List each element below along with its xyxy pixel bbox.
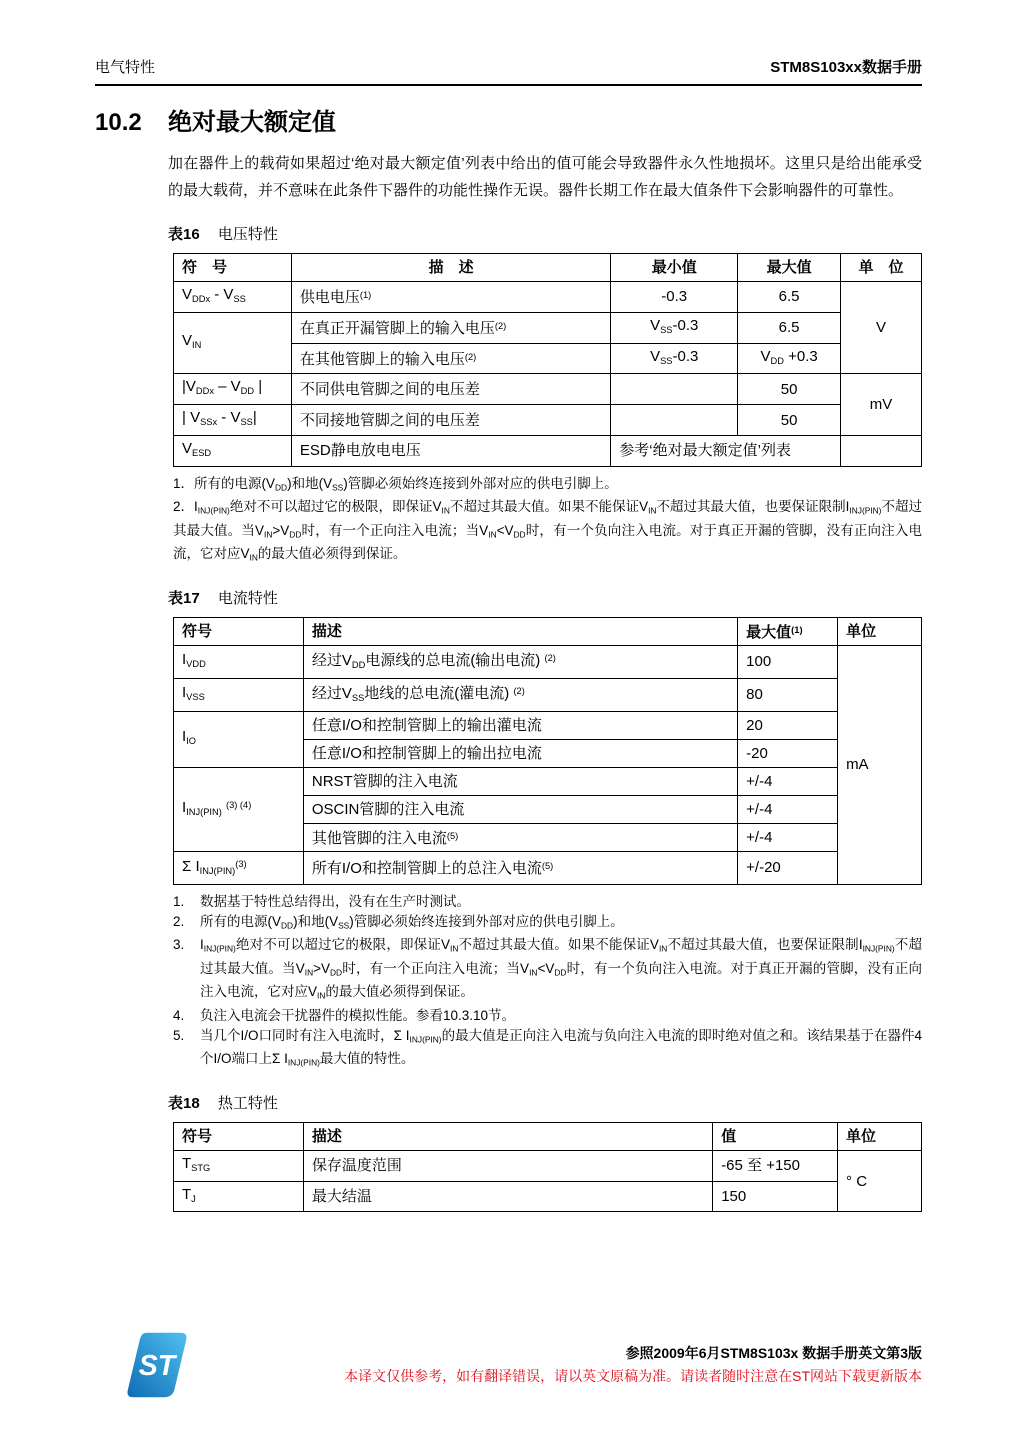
table16-footnotes [173,474,922,568]
description-cell: NRST管脚的注入电流 [303,767,737,795]
voltage-characteristics-table [173,253,922,467]
footnote-number: 5. [173,1027,185,1043]
symbol-cell: $I_{VDD}$ [174,645,304,678]
symbol-cell: $I_{IO}$ [174,711,304,767]
col-header-symbol: 符号 [174,617,304,645]
symbol-cell: $I_{VSS}$ [174,678,304,711]
table-row [174,851,922,884]
col-header-symbol: 符号 [174,1122,304,1150]
max-cell: 6.5 [738,282,841,313]
description-cell: ESD静电放电电压 [291,435,610,466]
footnote-number: 1. [173,893,185,909]
symbol-cell: $V_{IN}$ [174,312,292,374]
table-row [174,405,922,436]
footer-reference: 参照2009年6月STM8S103x 数据手册英文第3版 [625,1345,922,1361]
st-logo-text: ST [138,1349,176,1382]
table-row [174,282,922,313]
col-header-description: 描 述 [291,254,610,282]
max-cell: +/-4 [738,823,838,851]
table-row [174,711,922,739]
st-logo-graphic [126,1329,188,1401]
description-cell: 供电电压$^{(1)}$ [291,282,610,313]
min-cell: -0.3 [611,282,738,313]
symbol-cell: $V_{DDx} - V_{SS}$ [174,282,292,313]
description-cell: 经过$V_{SS}$地线的总电流(灌电流) $^{(2)}$ [303,678,737,711]
section-title: 绝对最大额定值 [168,109,336,136]
table-row [174,1150,922,1181]
table16-caption [168,223,922,244]
description-cell: 所有I/O和控制管脚上的总注入电流$^{(5)}$ [303,851,737,884]
description-cell: 在真正开漏管脚上的输入电压$^{(2)}$ [291,312,610,343]
table-header-row [174,617,922,645]
max-cell: +/-20 [738,851,838,884]
col-header-max: 最大值 [738,254,841,282]
footnote-text: 数据基于特性总结得出，没有在生产时测试。 [200,893,470,909]
table-row [174,435,922,466]
max-cell: 100 [738,645,838,678]
table18-caption-label: 表18 [168,1094,200,1112]
table-row [174,678,922,711]
unit-cell: ° C [838,1150,922,1212]
description-cell: OSCIN管脚的注入电流 [303,795,737,823]
table18-caption [168,1092,922,1113]
col-header-unit: 单 位 [841,254,922,282]
footnote [173,912,922,936]
col-header-unit: 单位 [838,617,922,645]
symbol-cell: | $V_{SSx} - V_{SS}|$ [174,405,292,436]
col-header-unit: 单位 [838,1122,922,1150]
table18-caption-title: 热工特性 [217,1094,278,1112]
empty-cell [611,405,738,436]
max-cell: 50 [738,405,841,436]
footnote-text: $I_{INJ(PIN)}$绝对不可以超过它的极限，即保证$V_{IN}$不超过其最大值。如果不能保证$V_{IN}$不超过其最大值，也要保证限制$I_{INJ(PIN)}$不超过其最大值。当$V_{IN}>V_{DD}$时，有一个正向注入电流；当$V_{IN}<V_{DD}$时，有一个负向注入电流。对于真正开漏的管脚，没有正向注入电流，它对应$V_{IN}$的最大值必须得到保证。 [200,937,923,1001]
empty-cell [611,374,738,405]
table17-footnotes [173,892,922,1073]
table16-caption-label: 表16 [168,226,200,243]
description-cell: 在其他管脚上的输入电压$^{(2)}$ [291,343,610,374]
symbol-cell: $T_J$ [174,1181,304,1212]
col-header-max: 最大值$^{(1)}$ [738,617,838,645]
table-row [174,1181,922,1212]
value-cell: 150 [713,1181,838,1212]
section-heading [95,102,922,137]
table-row [174,374,922,405]
page-header [95,56,922,86]
col-header-value: 值 [713,1122,838,1150]
footnote [173,935,922,1006]
header-chapter-title: 电气特性 [95,59,156,76]
header-document-title: STM8S103xx数据手册 [770,59,922,76]
table16-caption-title: 电压特性 [217,226,278,243]
symbol-cell: $|V_{DDx} - V_{DD}$ | [174,374,292,405]
footnote-text: 所有的电源$(V_{DD})$和地$(V_{SS})$管脚必须始终连接到外部对应的供电引脚上。 [200,913,624,931]
footnote-number: 3. [173,937,185,953]
description-cell: 不同供电管脚之间的电压差 [291,374,610,405]
col-header-min: 最小值 [611,254,738,282]
current-characteristics-table [173,617,922,885]
footnote-number: 4. [173,1007,185,1023]
value-cell: -65 至 +150 [713,1150,838,1181]
page-footer [344,1342,922,1388]
max-cell: -20 [738,739,838,767]
description-cell: 任意I/O和控制管脚上的输出灌电流 [303,711,737,739]
unit-cell: V [841,282,922,374]
description-cell: 任意I/O和控制管脚上的输出拉电流 [303,739,737,767]
footnote [173,1026,922,1073]
empty-cell [841,435,922,466]
table-row [174,767,922,795]
table17-caption-title: 电流特性 [217,589,278,607]
description-cell: 经过$V_{DD}$电源线的总电流(输出电流) $^{(2)}$ [303,645,737,678]
symbol-cell: Σ $I_{INJ(PIN)}^{(3)}$ [174,851,304,884]
min-cell: $V_{SS}-0.3$ [611,312,738,343]
symbol-cell: $V_{ESD}$ [174,435,292,466]
max-cell: +/-4 [738,767,838,795]
table-row [174,645,922,678]
max-cell: 80 [738,678,838,711]
footer-disclaimer: 本译文仅供参考，如有翻译错误，请以英文原稿为准。请读者随时注意在ST网站下载更新版本 [344,1368,922,1384]
table-row [174,312,922,343]
description-cell: 不同接地管脚之间的电压差 [291,405,610,436]
footnote-text: 当几个I/O口同时有注入电流时，Σ $I_{INJ(PIN)}$的最大值是正向注入电流与负向注入电流的即时绝对值之和。该结果基于在器件4个I/O端口上Σ $I_{INJ(PIN)}$最大值的特性。 [200,1027,922,1068]
footnote [173,892,922,912]
unit-cell: mV [841,374,922,436]
table17-caption-label: 表17 [168,589,200,607]
table17-caption [168,587,922,608]
description-cell: 保存温度范围 [303,1150,712,1181]
col-header-description: 描述 [303,617,737,645]
symbol-cell: $T_{STG}$ [174,1150,304,1181]
footnote-number: 2. [173,913,185,929]
section-number: 10.2 [95,109,142,136]
unit-cell: mA [838,645,922,884]
description-cell: 其他管脚的注入电流$^{(5)}$ [303,823,737,851]
table-header-row [174,254,922,282]
max-cell: $V_{DD} +0.3$ [738,343,841,374]
table-header-row [174,1122,922,1150]
footnote-text: 负注入电流会干扰器件的模拟性能。参看10.3.10节。 [200,1007,516,1023]
col-header-symbol: 符 号 [174,254,292,282]
col-header-description: 描述 [303,1122,712,1150]
max-cell: 50 [738,374,841,405]
min-cell: $V_{SS}-0.3$ [611,343,738,374]
max-cell: 6.5 [738,312,841,343]
max-cell: +/-4 [738,795,838,823]
description-cell: 最大结温 [303,1181,712,1212]
footnote: 2．$I_{INJ(PIN)}$绝对不可以超过它的极限，即保证$V_{IN}$不超过其最大值。如果不能保证$V_{IN}$不超过其最大值，也要保证限制$I_{INJ(PIN)}$不超过其最大值。当$V_{IN}>V_{DD}$时，有一个正向注入电流；当$V_{IN}<V_{DD}$时，有一个负向注入电流。对于真正开漏的管脚，没有正向注入电流，它对应$V_{IN}$的最大值必须得到保证。 [173,499,923,563]
st-logo [126,1329,188,1406]
thermal-characteristics-table [173,1122,922,1213]
intro-paragraph: 加在器件上的载荷如果超过‘绝对最大额定值’列表中给出的值可能会导致器件永久性地损坏。这里只是给出能承受的最大载荷，并不意味在此条件下器件的功能性操作无误。器件长期工作在最大值条件下会影响器件的可靠性。 [168,155,922,199]
max-cell: 20 [738,711,838,739]
symbol-cell: $I_{INJ(PIN)}$ $^{(3) (4)}$ [174,767,304,851]
footnote: 1．所有的电源$(V_{DD})$和地$(V_{SS})$管脚必须始终连接到外部对应的供电引脚上。 [173,475,618,493]
footnote [173,1006,922,1026]
reference-cell: 参考‘绝对最大额定值’列表 [611,435,841,466]
